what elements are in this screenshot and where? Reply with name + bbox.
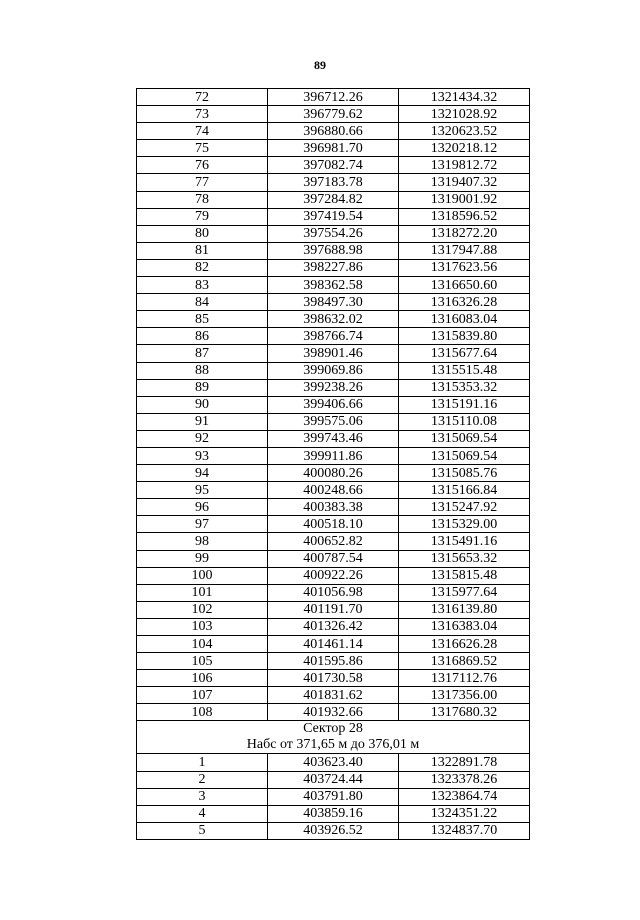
point-number-cell: 97	[137, 516, 268, 533]
table-row	[137, 704, 530, 721]
point-number-cell: 76	[137, 157, 268, 174]
y-coordinate-cell: 1316626.28	[399, 636, 530, 653]
y-coordinate-cell: 1316326.28	[399, 294, 530, 311]
x-coordinate-cell: 398362.58	[268, 277, 399, 294]
table-row	[137, 788, 530, 805]
x-coordinate-cell: 400518.10	[268, 516, 399, 533]
x-coordinate-cell: 401461.14	[268, 636, 399, 653]
table-row	[137, 106, 530, 123]
x-coordinate-cell: 400080.26	[268, 465, 399, 482]
point-number-cell: 1	[137, 754, 268, 771]
point-number-cell: 101	[137, 584, 268, 601]
table-row	[137, 670, 530, 687]
x-coordinate-cell: 403859.16	[268, 805, 399, 822]
table-row	[137, 259, 530, 276]
table-row	[137, 277, 530, 294]
table-row	[137, 345, 530, 362]
point-number-cell: 81	[137, 242, 268, 259]
y-coordinate-cell: 1315491.16	[399, 533, 530, 550]
point-number-cell: 90	[137, 396, 268, 413]
point-number-cell: 87	[137, 345, 268, 362]
point-number-cell: 104	[137, 636, 268, 653]
point-number-cell: 88	[137, 362, 268, 379]
point-number-cell: 74	[137, 123, 268, 140]
table-row	[137, 516, 530, 533]
x-coordinate-cell: 398227.86	[268, 259, 399, 276]
point-number-cell: 94	[137, 465, 268, 482]
table-row	[137, 294, 530, 311]
y-coordinate-cell: 1324837.70	[399, 822, 530, 839]
x-coordinate-cell: 396712.26	[268, 89, 399, 106]
point-number-cell: 100	[137, 567, 268, 584]
page-number: 89	[314, 58, 326, 72]
y-coordinate-cell: 1316139.80	[399, 601, 530, 618]
table-row	[137, 465, 530, 482]
table-row	[137, 328, 530, 345]
x-coordinate-cell: 403926.52	[268, 822, 399, 839]
y-coordinate-cell: 1315653.32	[399, 550, 530, 567]
y-coordinate-cell: 1315069.54	[399, 430, 530, 447]
y-coordinate-cell: 1315839.80	[399, 328, 530, 345]
point-number-cell: 85	[137, 311, 268, 328]
point-number-cell: 3	[137, 788, 268, 805]
y-coordinate-cell: 1315329.00	[399, 516, 530, 533]
y-coordinate-cell: 1319812.72	[399, 157, 530, 174]
y-coordinate-cell: 1323378.26	[399, 771, 530, 788]
y-coordinate-cell: 1315977.64	[399, 584, 530, 601]
point-number-cell: 80	[137, 225, 268, 242]
y-coordinate-cell: 1319001.92	[399, 191, 530, 208]
table-row	[137, 754, 530, 771]
x-coordinate-cell: 399238.26	[268, 379, 399, 396]
x-coordinate-cell: 401191.70	[268, 601, 399, 618]
table-row	[137, 362, 530, 379]
table-row	[137, 89, 530, 106]
sector-header-section	[137, 721, 530, 754]
x-coordinate-cell: 396981.70	[268, 140, 399, 157]
x-coordinate-cell: 403724.44	[268, 771, 399, 788]
table-row	[137, 123, 530, 140]
table-row	[137, 618, 530, 635]
point-number-cell: 89	[137, 379, 268, 396]
table-row	[137, 430, 530, 447]
table-row	[137, 499, 530, 516]
y-coordinate-cell: 1316869.52	[399, 653, 530, 670]
y-coordinate-cell: 1315069.54	[399, 447, 530, 464]
x-coordinate-cell: 398632.02	[268, 311, 399, 328]
table-row	[137, 482, 530, 499]
x-coordinate-cell: 397554.26	[268, 225, 399, 242]
point-number-cell: 5	[137, 822, 268, 839]
table-row	[137, 208, 530, 225]
y-coordinate-cell: 1320623.52	[399, 123, 530, 140]
y-coordinate-cell: 1315085.76	[399, 465, 530, 482]
point-number-cell: 4	[137, 805, 268, 822]
point-number-cell: 2	[137, 771, 268, 788]
table-row	[137, 771, 530, 788]
x-coordinate-cell: 399069.86	[268, 362, 399, 379]
x-coordinate-cell: 401326.42	[268, 618, 399, 635]
point-number-cell: 72	[137, 89, 268, 106]
point-number-cell: 92	[137, 430, 268, 447]
x-coordinate-cell: 400383.38	[268, 499, 399, 516]
point-number-cell: 95	[137, 482, 268, 499]
point-number-cell: 77	[137, 174, 268, 191]
table-row	[137, 550, 530, 567]
y-coordinate-cell: 1317356.00	[399, 687, 530, 704]
table-row	[137, 191, 530, 208]
table-row	[137, 805, 530, 822]
y-coordinate-cell: 1315191.16	[399, 396, 530, 413]
point-number-cell: 82	[137, 259, 268, 276]
table-row	[137, 157, 530, 174]
y-coordinate-cell: 1321434.32	[399, 89, 530, 106]
table-row	[137, 413, 530, 430]
x-coordinate-cell: 396779.62	[268, 106, 399, 123]
point-number-cell: 84	[137, 294, 268, 311]
y-coordinate-cell: 1318272.20	[399, 225, 530, 242]
table-row	[137, 533, 530, 550]
table-row	[137, 174, 530, 191]
table-row	[137, 601, 530, 618]
x-coordinate-cell: 399406.66	[268, 396, 399, 413]
x-coordinate-cell: 397688.98	[268, 242, 399, 259]
x-coordinate-cell: 397419.54	[268, 208, 399, 225]
point-number-cell: 105	[137, 653, 268, 670]
x-coordinate-cell: 401932.66	[268, 704, 399, 721]
y-coordinate-cell: 1316650.60	[399, 277, 530, 294]
point-number-cell: 102	[137, 601, 268, 618]
y-coordinate-cell: 1315247.92	[399, 499, 530, 516]
point-number-cell: 79	[137, 208, 268, 225]
x-coordinate-cell: 403791.80	[268, 788, 399, 805]
x-coordinate-cell: 401831.62	[268, 687, 399, 704]
x-coordinate-cell: 403623.40	[268, 754, 399, 771]
table-row	[137, 140, 530, 157]
table-row	[137, 636, 530, 653]
x-coordinate-cell: 400922.26	[268, 567, 399, 584]
sector-header-row	[137, 721, 530, 754]
y-coordinate-cell: 1321028.92	[399, 106, 530, 123]
sector-title: Сектор 28	[303, 721, 363, 737]
table-row	[137, 653, 530, 670]
point-number-cell: 91	[137, 413, 268, 430]
table-row	[137, 225, 530, 242]
table-row	[137, 567, 530, 584]
y-coordinate-cell: 1320218.12	[399, 140, 530, 157]
x-coordinate-cell: 397284.82	[268, 191, 399, 208]
x-coordinate-cell: 398901.46	[268, 345, 399, 362]
y-coordinate-cell: 1324351.22	[399, 805, 530, 822]
table-row	[137, 584, 530, 601]
point-number-cell: 99	[137, 550, 268, 567]
y-coordinate-cell: 1317623.56	[399, 259, 530, 276]
point-number-cell: 107	[137, 687, 268, 704]
y-coordinate-cell: 1319407.32	[399, 174, 530, 191]
y-coordinate-cell: 1317112.76	[399, 670, 530, 687]
point-number-cell: 96	[137, 499, 268, 516]
point-number-cell: 83	[137, 277, 268, 294]
sector-height-range: Набс от 371,65 м до 376,01 м	[246, 737, 420, 753]
y-coordinate-cell: 1315353.32	[399, 379, 530, 396]
table-row	[137, 447, 530, 464]
x-coordinate-cell: 400787.54	[268, 550, 399, 567]
x-coordinate-cell: 399743.46	[268, 430, 399, 447]
point-number-cell: 103	[137, 618, 268, 635]
x-coordinate-cell: 398497.30	[268, 294, 399, 311]
x-coordinate-cell: 397082.74	[268, 157, 399, 174]
y-coordinate-cell: 1317947.88	[399, 242, 530, 259]
y-coordinate-cell: 1323864.74	[399, 788, 530, 805]
y-coordinate-cell: 1322891.78	[399, 754, 530, 771]
y-coordinate-cell: 1317680.32	[399, 704, 530, 721]
point-number-cell: 98	[137, 533, 268, 550]
y-coordinate-cell: 1316083.04	[399, 311, 530, 328]
x-coordinate-cell: 400652.82	[268, 533, 399, 550]
point-number-cell: 73	[137, 106, 268, 123]
point-number-cell: 106	[137, 670, 268, 687]
x-coordinate-cell: 398766.74	[268, 328, 399, 345]
table-row	[137, 822, 530, 839]
sector-header-cell	[137, 721, 530, 754]
x-coordinate-cell: 397183.78	[268, 174, 399, 191]
table-row	[137, 687, 530, 704]
point-number-cell: 93	[137, 447, 268, 464]
table-row	[137, 379, 530, 396]
coordinates-table	[136, 88, 530, 840]
y-coordinate-cell: 1315815.48	[399, 567, 530, 584]
table-section-a	[137, 89, 530, 721]
x-coordinate-cell: 400248.66	[268, 482, 399, 499]
y-coordinate-cell: 1315677.64	[399, 345, 530, 362]
x-coordinate-cell: 399575.06	[268, 413, 399, 430]
y-coordinate-cell: 1318596.52	[399, 208, 530, 225]
y-coordinate-cell: 1316383.04	[399, 618, 530, 635]
point-number-cell: 78	[137, 191, 268, 208]
table-row	[137, 311, 530, 328]
table-row	[137, 242, 530, 259]
point-number-cell: 75	[137, 140, 268, 157]
x-coordinate-cell: 401730.58	[268, 670, 399, 687]
point-number-cell: 86	[137, 328, 268, 345]
x-coordinate-cell: 401595.86	[268, 653, 399, 670]
table-section-b	[137, 754, 530, 839]
x-coordinate-cell: 401056.98	[268, 584, 399, 601]
y-coordinate-cell: 1315515.48	[399, 362, 530, 379]
point-number-cell: 108	[137, 704, 268, 721]
y-coordinate-cell: 1315110.08	[399, 413, 530, 430]
x-coordinate-cell: 399911.86	[268, 447, 399, 464]
y-coordinate-cell: 1315166.84	[399, 482, 530, 499]
table-row	[137, 396, 530, 413]
x-coordinate-cell: 396880.66	[268, 123, 399, 140]
